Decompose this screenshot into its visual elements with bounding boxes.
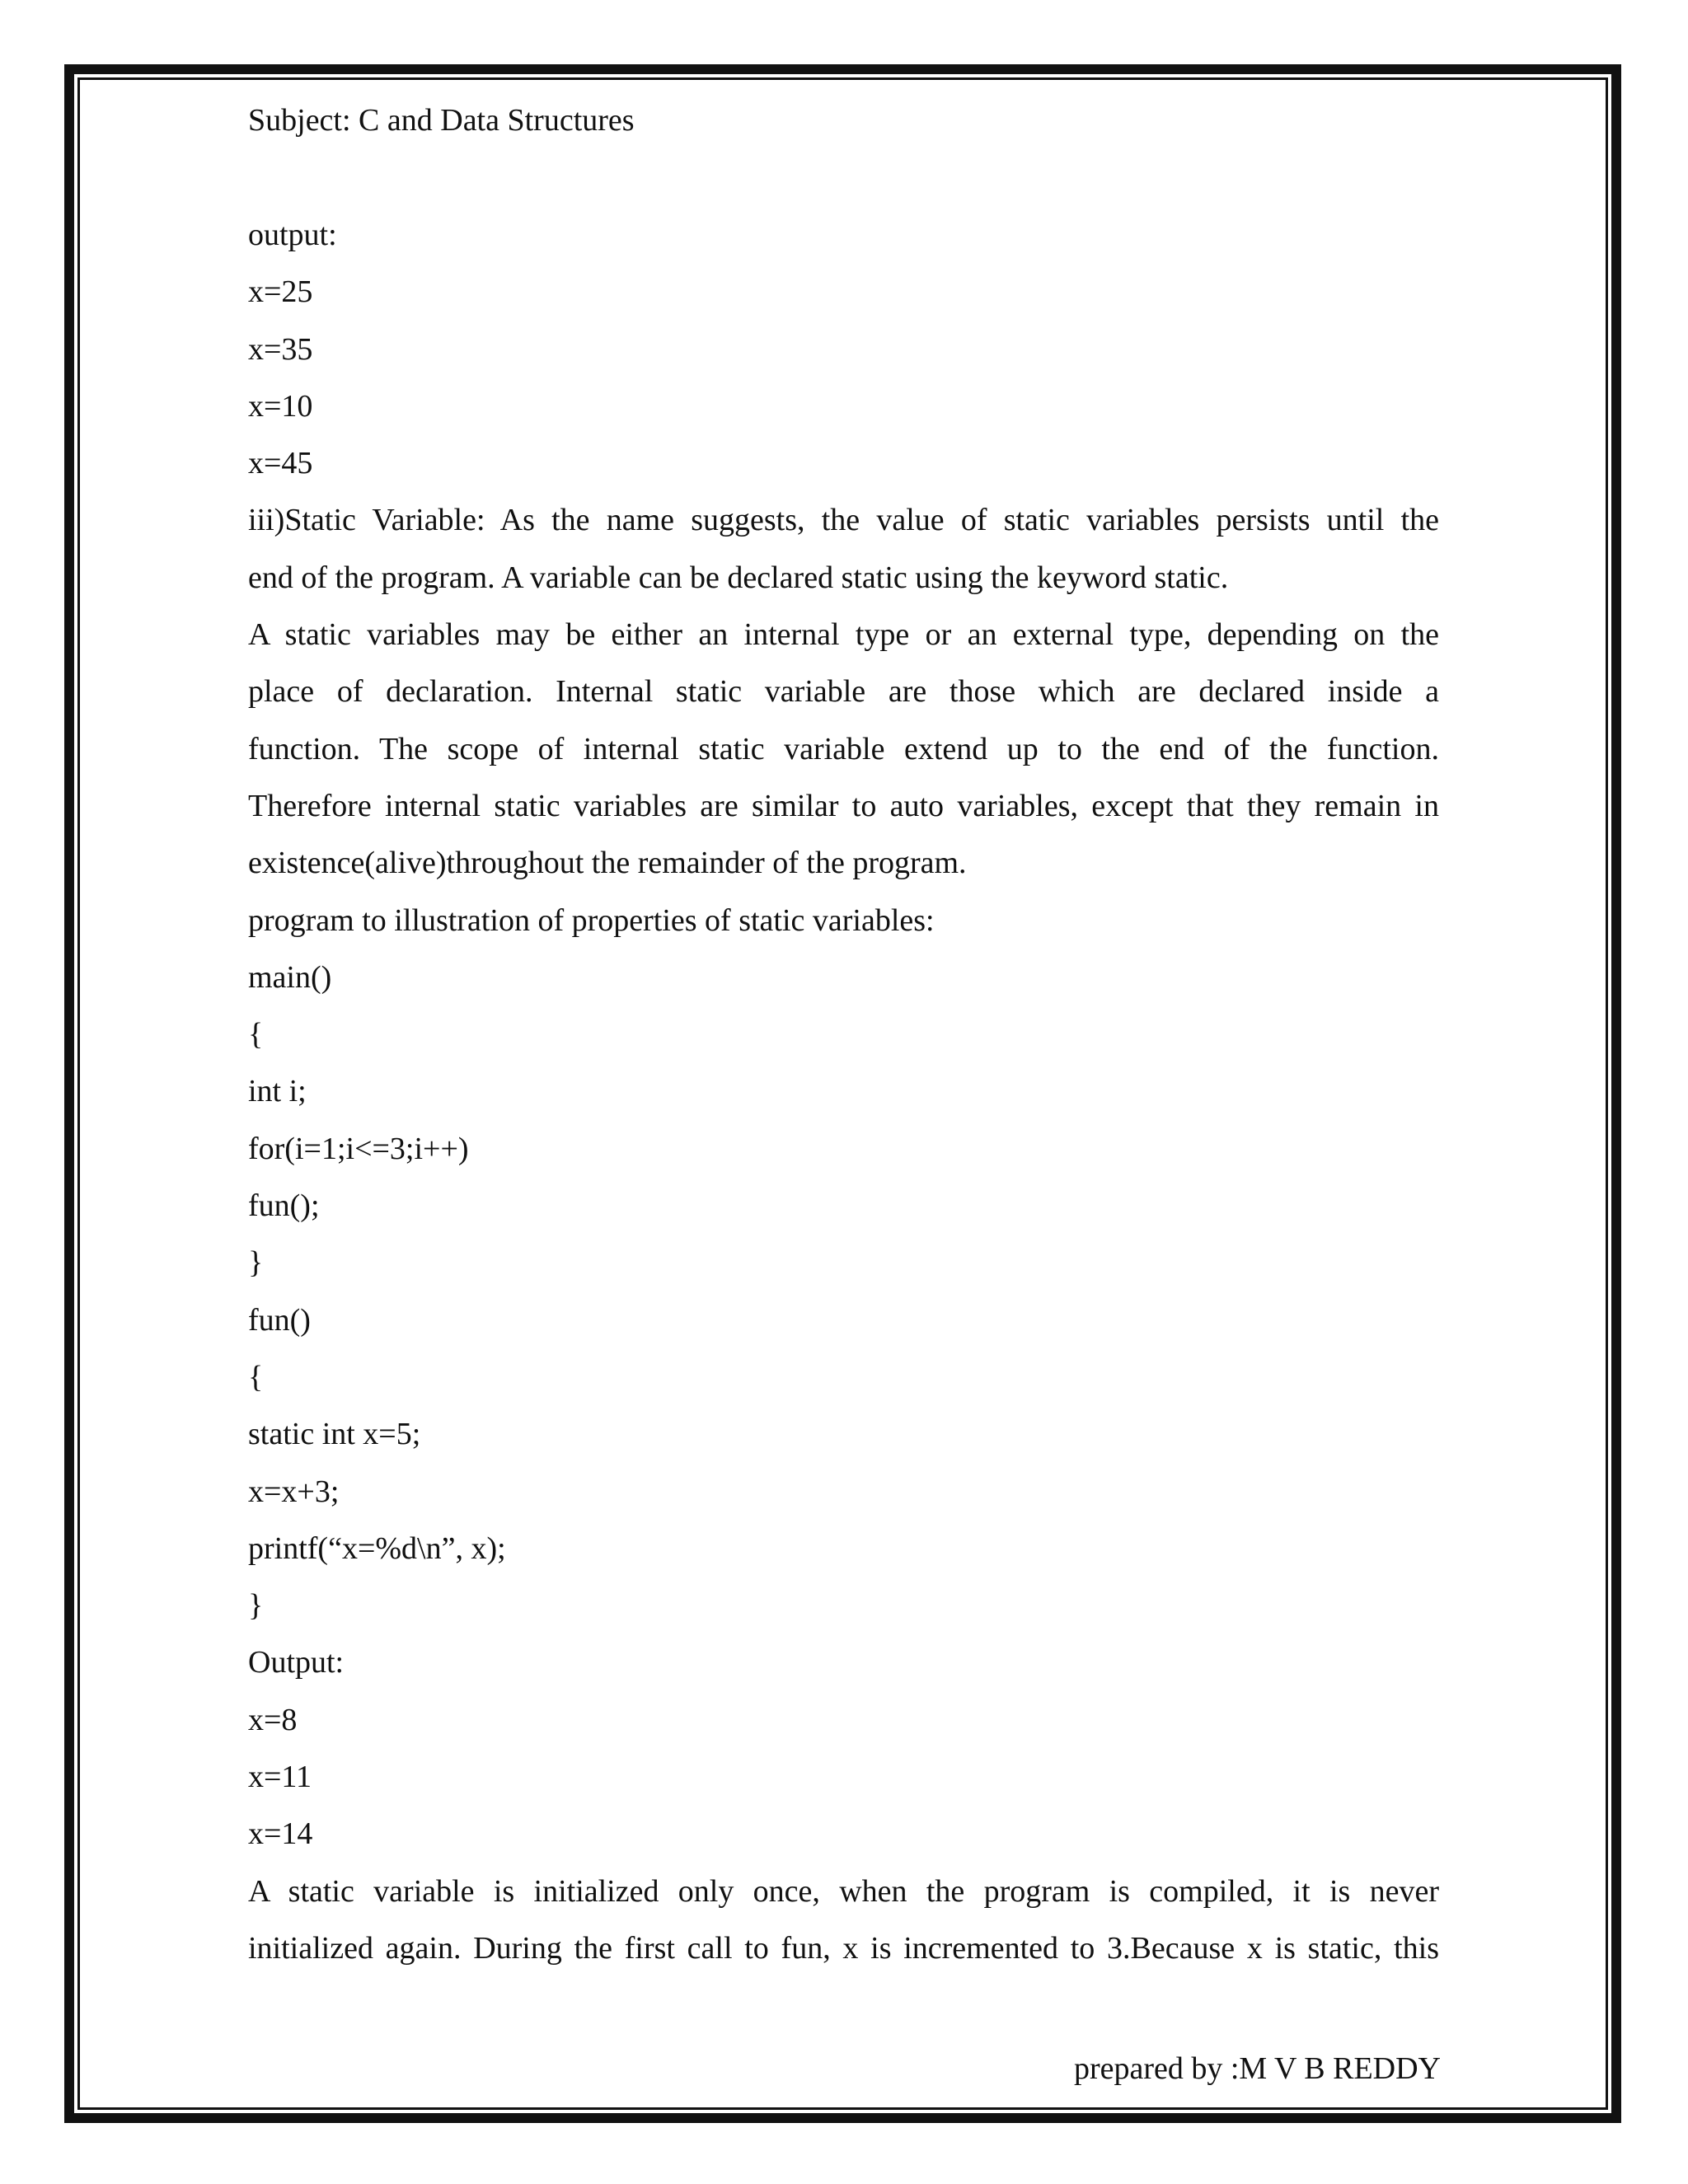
paragraph-line: iii)Static Variable: As the name suggests, the value of static variables persists until the [248,503,1439,538]
paragraph-line: initialized again. During the first call to fun, x is incremented to 3.Because x is static, this [248,1930,1439,1966]
paragraph-line: existence(alive)throughout the remainder of the program. [248,846,967,881]
output-line: x=10 [248,388,313,424]
page-body [248,207,1439,1977]
page-header-subject: Subject: C and Data Structures [248,103,635,138]
output-line: x=25 [248,274,313,310]
paragraph-line: Therefore internal static variables are similar to auto variables, except that they remain in [248,788,1439,823]
paragraph-line: function. The scope of internal static variable extend up to the end of the function. [248,731,1439,766]
code-line: printf(“x=%d\n”, x); [248,1530,506,1566]
code-line: int i; [248,1074,307,1109]
paragraph-line: end of the program. A variable can be declared static using the keyword static. [248,560,1229,595]
paragraph-line: A static variable is initialized only once, when the program is compiled, it is never [248,1873,1439,1909]
code-line: fun() [248,1302,311,1338]
output-line: x=14 [248,1816,313,1852]
code-line: x=x+3; [248,1474,340,1509]
code-line: { [248,1017,264,1052]
program-heading: program to illustration of properties of static variables: [248,902,935,938]
code-line: static int x=5; [248,1417,421,1452]
output-line: x=35 [248,331,313,367]
output-line: x=11 [248,1760,312,1795]
paragraph-line: place of declaration. Internal static variable are those which are declared inside a [248,674,1439,710]
code-line: main() [248,959,332,995]
code-line: for(i=1;i<=3;i++) [248,1131,469,1166]
output-line: x=45 [248,446,313,481]
code-line: } [248,1588,264,1624]
output-heading: Output: [248,1645,345,1680]
paragraph-line: A static variables may be either an internal type or an external type, depending on the [248,617,1439,653]
page-footer-author: prepared by :M V B REDDY [1073,2051,1441,2086]
code-line: { [248,1359,264,1394]
code-line: } [248,1245,264,1281]
output-heading: output: [248,218,337,252]
output-line: x=8 [248,1702,298,1737]
code-line: fun(); [248,1188,320,1224]
